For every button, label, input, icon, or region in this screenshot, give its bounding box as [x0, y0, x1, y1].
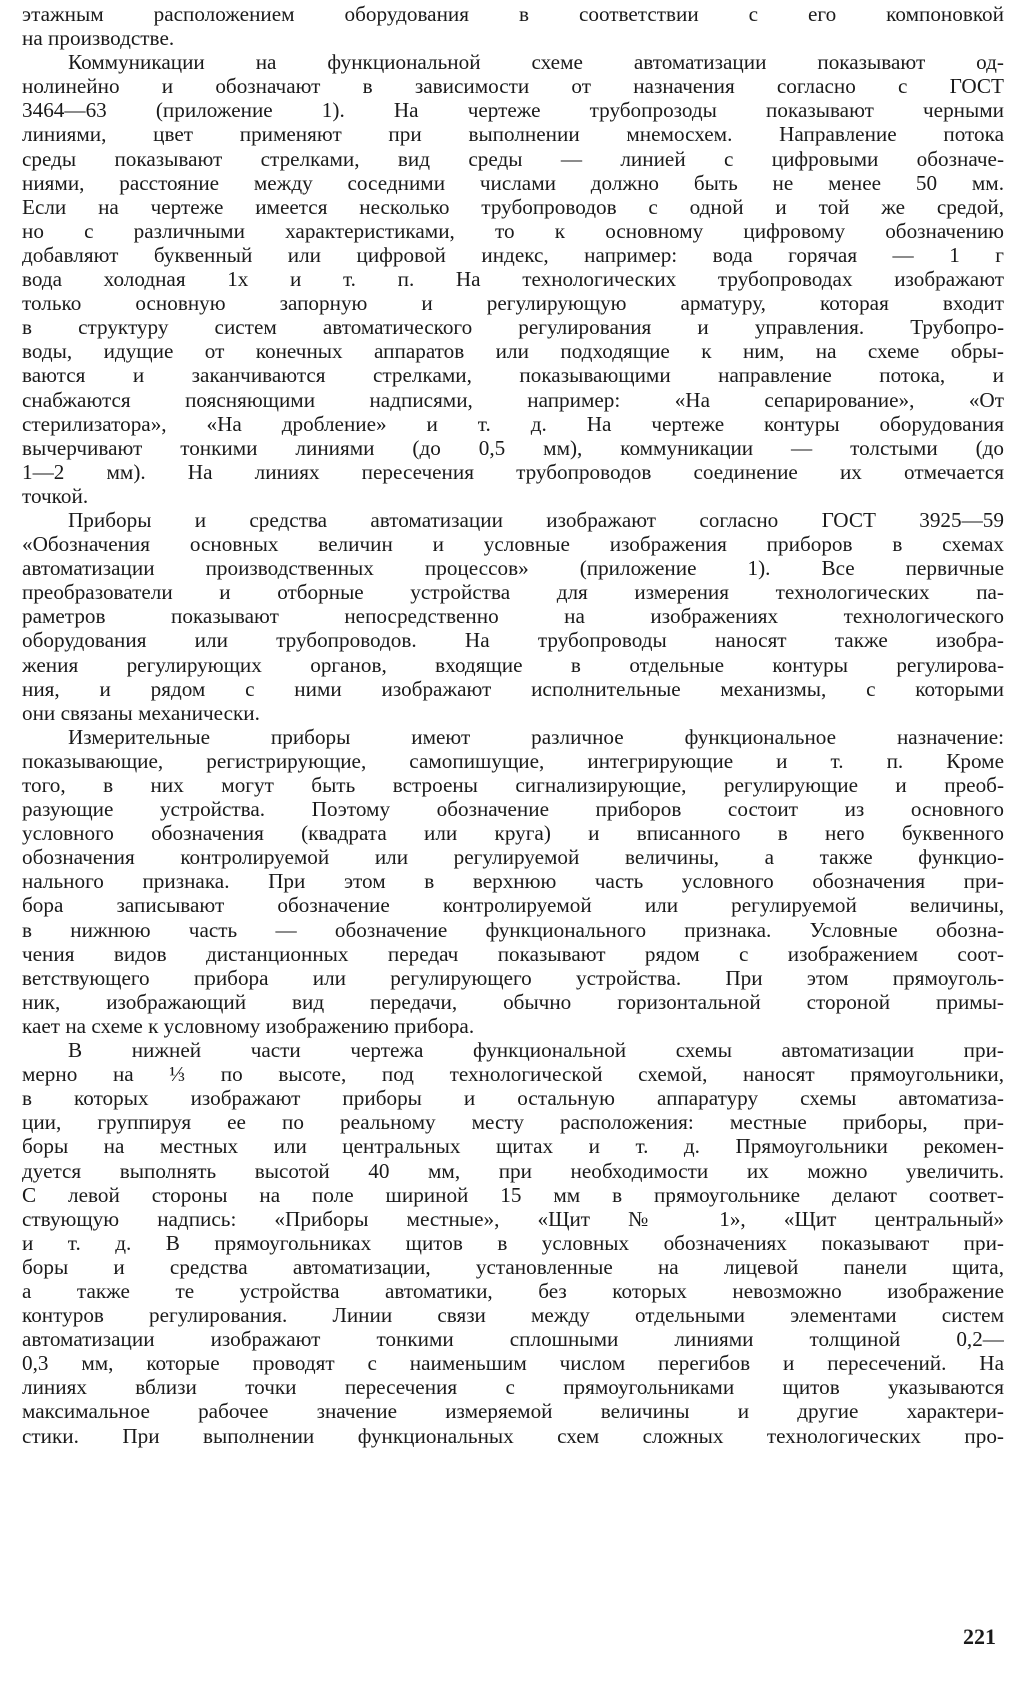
text-line: в нижнюю часть — обозначение функционального признака. Условные обозна- [22, 917, 1004, 942]
page-number: 221 [963, 1624, 996, 1649]
text-line: показывающие, регистрирующие, самопишущие, интегрирующие и т. п. Кроме [22, 748, 1004, 773]
text-line: автоматизации изображают тонкими сплошными линиями толщиной 0,2— [22, 1327, 1004, 1352]
text-line: стики. При выполнении функциональных схем сложных технологических про- [22, 1423, 1004, 1448]
text-line: вычерчивают тонкими линиями (до 0,5 мм), коммуникации — толстыми (до [22, 435, 1004, 460]
text-line: только основную запорную и регулирующую арматуру, которая входит [22, 291, 1004, 316]
text-line: ния, и рядом с ними изображают исполнительные механизмы, с которыми [22, 676, 1004, 701]
text-line: 1—2 мм). На линиях пересечения трубопроводов соединение их отмечается [22, 459, 1004, 484]
text-line: линиями, цвет применяют при выполнении мнемосхем. Направление потока [22, 122, 1004, 147]
text-line: нолинейно и обозначают в зависимости от назначения согласно с ГОСТ [22, 74, 1004, 99]
text-line: условного обозначения (квадрата или круга) и вписанного в него буквенного [22, 821, 1004, 846]
text-line: но с различными характеристиками, то к основному цифровому обозначению [22, 218, 1004, 243]
text-line: С левой стороны на поле шириной 15 мм в прямоугольнике делают соответ- [22, 1182, 1004, 1207]
paragraph [22, 508, 1004, 725]
text-line: 0,3 мм, которые проводят с наименьшим числом перегибов и пересечений. На [22, 1351, 1004, 1376]
text-line: и т. д. В прямоугольниках щитов в условных обозначениях показывают при- [22, 1230, 1004, 1255]
paragraph [22, 725, 1004, 1038]
text-line: мерно на ⅓ по высоте, под технологической схемой, наносят прямоугольники, [22, 1062, 1004, 1087]
text-line: ниями, расстояние между соседними числами должно быть не менее 50 мм. [22, 170, 1004, 195]
text-line: боры на местных или центральных щитах и т. д. Прямоугольники рекомен- [22, 1134, 1004, 1159]
text-line: ник, изображающий вид передачи, обычно горизонтальной стороной примы- [22, 989, 1004, 1014]
text-line: линиях вблизи точки пересечения с прямоугольниками щитов указываются [22, 1375, 1004, 1400]
text-line: Коммуникации на функциональной схеме автоматизации показывают од- [68, 50, 1004, 75]
text-line: боры и средства автоматизации, установленные на лицевой панели щита, [22, 1254, 1004, 1279]
text-line: точкой. [22, 483, 89, 508]
text-line: того, в них могут быть встроены сигнализирующие, регулирующие и преоб- [22, 773, 1004, 797]
text-line: разующие устройства. Поэтому обозначение приборов состоит из основного [22, 797, 1004, 822]
text-line: этажным расположением оборудования в соответствии с его компоновкой [22, 2, 1004, 26]
text-line: ствующую надпись: «Приборы местные», «Щит № 1», «Щит центральный» [22, 1206, 1004, 1231]
text-line: а также те устройства автоматики, без которых невозможно изображение [22, 1278, 1004, 1303]
text-line: оборудования или трубопроводов. На трубопроводы наносят также изобра- [22, 628, 1004, 653]
text-line: среды показывают стрелками, вид среды — линией с цифровыми обозначе- [22, 146, 1004, 171]
text-line: жения регулирующих органов, входящие в отдельные контуры регулирова- [22, 652, 1004, 677]
text-line: вода холодная 1х и т. п. На технологических трубопроводах изображают [22, 267, 1004, 292]
text-line: они связаны механически. [22, 700, 260, 725]
text-line: Измерительные приборы имеют различное функциональное назначение: [68, 724, 1004, 749]
paragraph [22, 2, 1004, 50]
text-line: воды, идущие от конечных аппаратов или подходящие к ним, на схеме обры- [22, 339, 1004, 364]
text-line: ции, группируя ее по реальному месту расположения: местные приборы, при- [22, 1110, 1004, 1135]
text-line: преобразователи и отборные устройства для измерения технологических па- [22, 580, 1004, 605]
text-line: ветствующего прибора или регулирующего устройства. При этом прямоуголь- [22, 965, 1004, 990]
text-line: «Обозначения основных величин и условные изображения приборов в схемах [22, 532, 1004, 557]
paragraph [22, 50, 1004, 508]
text-line: на производстве. [22, 26, 175, 51]
text-line: в структуру систем автоматического регулирования и управления. Трубопро- [22, 315, 1004, 340]
paragraph [22, 1038, 1004, 1448]
text-line: в которых изображают приборы и остальную аппаратуру схемы автоматиза- [22, 1086, 1004, 1111]
text-line: раметров показывают непосредственно на изображениях технологического [22, 604, 1004, 629]
text-line: бора записывают обозначение контролируемой или регулируемой величины, [22, 893, 1004, 918]
text-line: автоматизации производственных процессов» (приложение 1). Все первичные [22, 556, 1004, 581]
text-line: чения видов дистанционных передач показывают рядом с изображением соот- [22, 941, 1004, 966]
text-line: Приборы и средства автоматизации изображают согласно ГОСТ 3925—59 [68, 507, 1004, 532]
text-line: дуется выполнять высотой 40 мм, при необходимости их можно увеличить. [22, 1158, 1004, 1183]
text-line: обозначения контролируемой или регулируемой величины, а также функцио- [22, 845, 1004, 870]
text-line: кает на схеме к условному изображению прибора. [22, 1013, 475, 1038]
text-line: нального признака. При этом в верхнюю часть условного обозначения при- [22, 869, 1004, 894]
text-line: добавляют буквенный или цифровой индекс, например: вода горячая — 1 г [22, 242, 1004, 267]
text-line: снабжаются поясняющими надписями, например: «На сепарирование», «От [22, 387, 1004, 412]
text-line: 3464—63 (приложение 1). На чертеже трубопрозоды показывают черными [22, 98, 1004, 123]
text-line: ваются и заканчиваются стрелками, показывающими направление потока, и [22, 363, 1004, 388]
text-line: стерилизатора», «На дробление» и т. д. На чертеже контуры оборудования [22, 411, 1004, 436]
text-line: В нижней части чертежа функциональной схемы автоматизации при- [68, 1038, 1004, 1063]
page-text [22, 2, 1004, 1642]
text-line: контуров регулирования. Линии связи между отдельными элементами систем [22, 1303, 1004, 1328]
text-line: максимальное рабочее значение измеряемой величины и другие характери- [22, 1399, 1004, 1424]
text-line: Если на чертеже имеется несколько трубопроводов с одной и той же средой, [22, 194, 1004, 219]
